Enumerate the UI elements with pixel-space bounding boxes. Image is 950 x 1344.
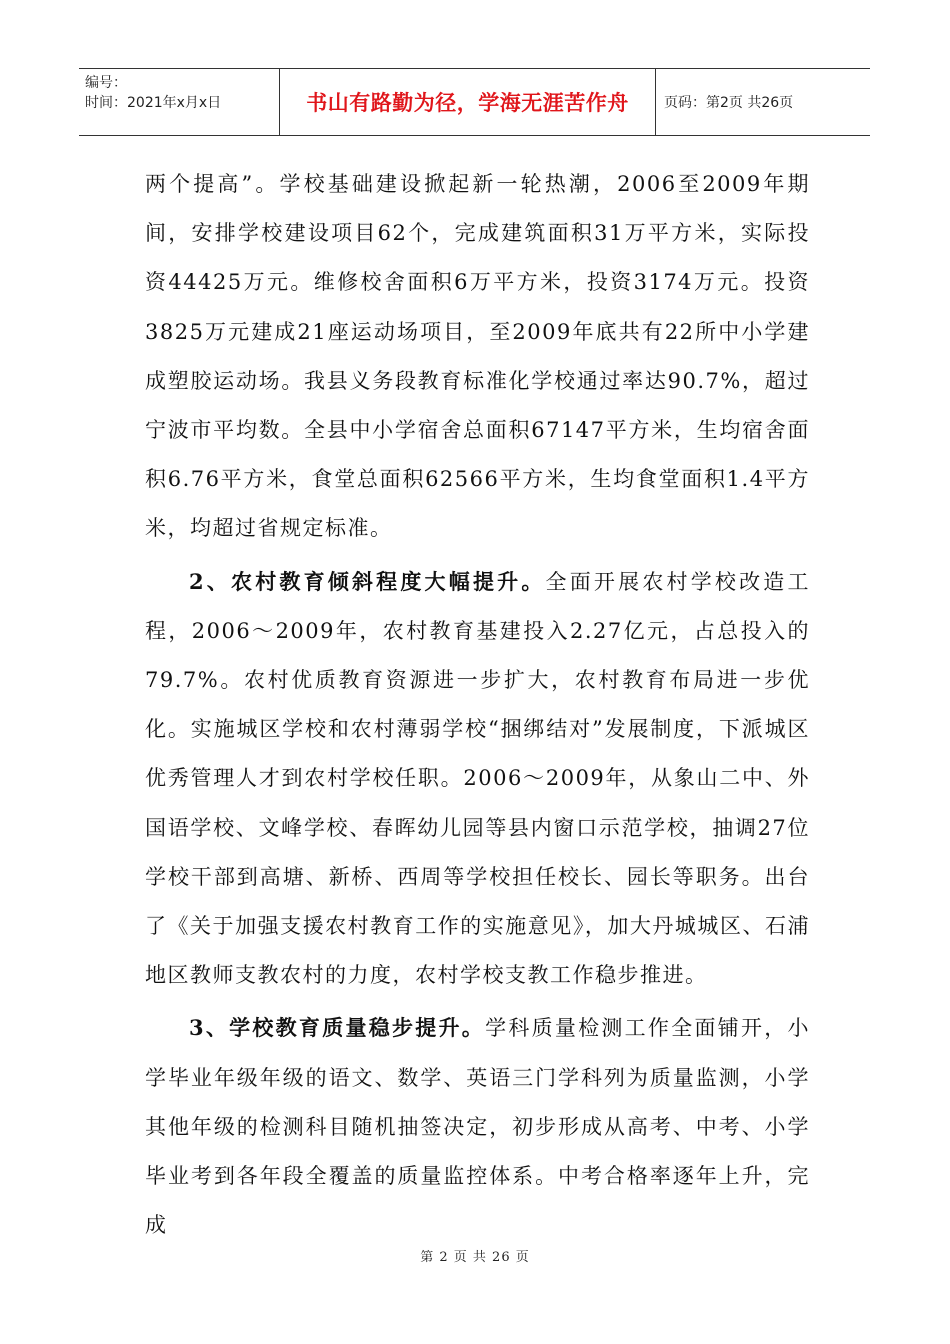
header-page-info: 页码：第2页 共26页 [664,95,794,111]
document-date-label: 时间：2021年x月x日 [85,95,222,111]
paragraph-2-heading: 2、农村教育倾斜程度大幅提升。 [189,568,546,594]
document-body [145,160,810,1250]
body-paragraph-2 [145,557,810,1001]
page-header [79,68,870,136]
document-number-label: 编号： [85,75,127,91]
body-paragraph-3 [145,1003,810,1250]
paragraph-2-text: 全面开展农村学校改造工程，2006～2009年，农村教育基建投入2.27亿元，占总投入的79.7%。农村优质教育资源进一步扩大，农村教育布局进一步优化。实施城区学校和农村薄弱学校“捆绑结对”发展制度，下派城区优秀管理人才到农村学校任职。2006～2009年，从象山二中、外国语学校、文峰学校、春晖幼儿园等县内窗口示范学校，抽调27位学校干部到高塘、新桥、西周等学校担任校长、园长等职务。出台了《关于加强支援农村教育工作的实施意见》，加大丹城城区、石浦地区教师支教农村的力度，农村学校支教工作稳步推进。 [145,569,810,988]
header-meta [79,69,279,135]
body-paragraph-1: 两个提高”。学校基础建设掀起新一轮热潮，2006至2009年期间，安排学校建设项目62个，完成建筑面积31万平方米，实际投资44425万元。维修校舍面积6万平方米，投资3174万元。投资3825万元建成21座运动场项目，至2009年底共有22所中小学建成塑胶运动场。我县义务段教育标准化学校通过率达90.7%，超过宁波市平均数。全县中小学宿舍总面积67147平方米，生均宿舍面积6.76平方米，食堂总面积62566平方米，生均食堂面积1.4平方米，均超过省规定标准。 [145,172,811,541]
header-motto: 书山有路勤为径，学海无涯苦作舟 [279,69,656,135]
paragraph-3-heading: 3、学校教育质量稳步提升。 [189,1015,486,1041]
paragraph-3-text: 学科质量检测工作全面铺开，小学毕业年级年级的语文、数学、英语三门学科列为质量监测，小学其他年级的检测科目随机抽签决定，初步形成从高考、中考、小学毕业考到各年段全覆盖的质量监控体系。中考合格率逐年上升，完成 [145,1016,810,1238]
page-footer: 第 2 页 共 26 页 [420,1250,530,1265]
